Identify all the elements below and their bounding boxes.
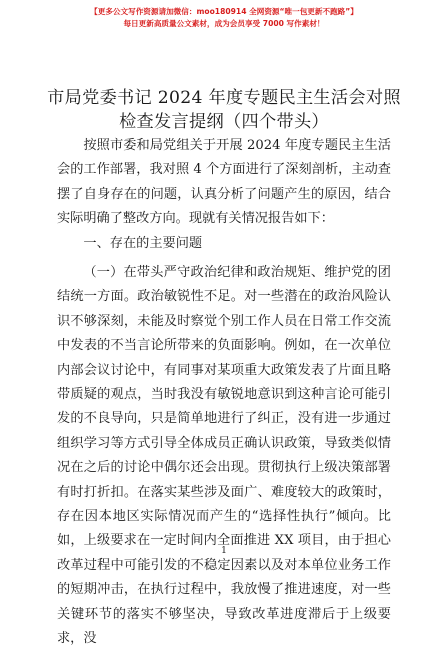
promo-banner-line-2: 每日更新高质量公文素材，成为会员享受 7000 写作素材！ bbox=[123, 19, 325, 28]
intro-paragraph: 按照市委和局党组关于开展 2024 年度专题民主生活会的工作部署，我对照 4 个方面进行了深刻剖析，主动查摆了自身存在的问题，认真分析了问题产生的原因，结合实际明确了整改方向。现就有关情况报告如下： bbox=[57, 138, 391, 227]
body-paragraph: （一）在带头严守政治纪律和政治规矩、维护党的团结统一方面。政治敏锐性不足。对一些潜在的政治风险认识不够深刻，未能及时察觉个别工作人员在日常工作交流中发表的不当言论所带来的负面影响。例如，在一次单位内部会议讨论中，有同事对某项重大政策发表了片面且略带质疑的观点，当时我没有敏锐地意识到这种言论可能引发的不良导向，只是简单地进行了纠正，没有进一步通过组织学习等方式引导全体成员正确认识政策，导致类似情况在之后的讨论中偶尔还会出现。贯彻执行上级决策部署有时打折扣。在落实某些涉及面广、难度较大的政策时，存在因本地区实际情况而产生的“选择性执行”倾向。比如，上级要求在一定时间内全面推进 XX 项目，由于担心改革过程中可能引发的不稳定因素以及对本单位业务工作的短期冲击，在执行过程中，我放慢了推进速度，对一些关键环节的落实不够坚决，导致改革进度滞后于上级要求，没 bbox=[57, 265, 391, 647]
document-title: 市局党委书记 2024 年度专题民主生活会对照检查发言提纲（四个带头） bbox=[47, 88, 401, 132]
promo-banner bbox=[0, 6, 448, 30]
promo-banner-line-1: 【更多公文写作资源请加微信：moo180914 全网资源“唯一包更新不跑路”】 bbox=[90, 7, 358, 16]
section-heading: 一、存在的主要问题 bbox=[83, 236, 203, 251]
page-number: 1 bbox=[221, 546, 227, 556]
